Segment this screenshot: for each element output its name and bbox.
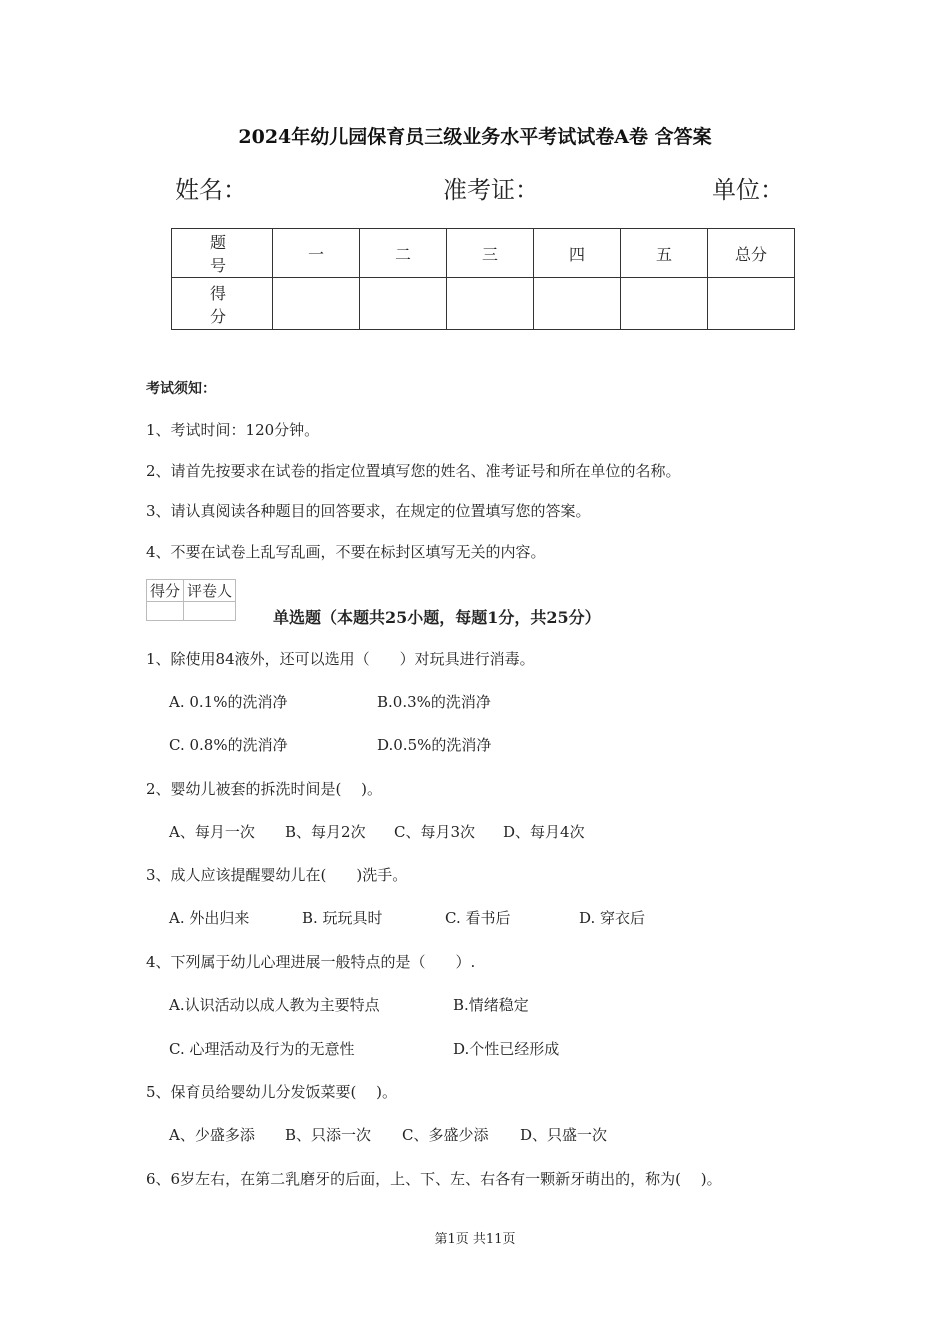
question-option[interactable]: C. 心理活动及行为的无意性 bbox=[169, 1040, 355, 1058]
column-header: 三 bbox=[447, 229, 534, 278]
grader-box bbox=[146, 579, 236, 621]
question-option[interactable]: A. 外出归来 bbox=[169, 909, 250, 927]
unit-field-label: 单位： bbox=[712, 176, 784, 204]
notice-item: 4、不要在试卷上乱写乱画，不要在标封区填写无关的内容。 bbox=[146, 543, 546, 561]
score-cell[interactable] bbox=[621, 278, 708, 330]
score-cell[interactable] bbox=[360, 278, 447, 330]
question-option[interactable]: D. 穿衣后 bbox=[579, 909, 646, 927]
score-table-header-row bbox=[172, 229, 795, 278]
question-option[interactable]: C. 看书后 bbox=[445, 909, 511, 927]
question-option[interactable]: A、每月一次 bbox=[169, 823, 255, 841]
score-label: 得 分 bbox=[172, 278, 273, 330]
question-stem: 2、婴幼儿被套的拆洗时间是( )。 bbox=[146, 780, 383, 798]
question-option[interactable]: D、只盛一次 bbox=[520, 1126, 608, 1144]
question-option[interactable]: A. 0.1%的洗消净 bbox=[169, 693, 288, 711]
question-option[interactable]: C、多盛少添 bbox=[402, 1126, 489, 1144]
question-stem: 1、除使用84液外，还可以选用（ ）对玩具进行消毒。 bbox=[146, 650, 535, 668]
score-cell[interactable] bbox=[708, 278, 795, 330]
question-option[interactable]: C、每月3次 bbox=[394, 823, 476, 841]
column-header: 总分 bbox=[708, 229, 795, 278]
question-option[interactable]: B、每月2次 bbox=[285, 823, 366, 841]
question-stem: 6、6岁左右，在第二乳磨牙的后面，上、下、左、右各有一颗新牙萌出的，称为( )。 bbox=[146, 1170, 722, 1188]
score-table-score-row bbox=[172, 278, 795, 330]
question-option[interactable]: D、每月4次 bbox=[503, 823, 585, 841]
question-option[interactable]: D.0.5%的洗消净 bbox=[377, 736, 492, 754]
score-cell[interactable] bbox=[273, 278, 360, 330]
notice-item: 3、请认真阅读各种题目的回答要求，在规定的位置填写您的答案。 bbox=[146, 502, 591, 520]
page-title: 2024年幼儿园保育员三级业务水平考试试卷A卷 含答案 bbox=[238, 126, 712, 148]
column-header: 二 bbox=[360, 229, 447, 278]
grader-score-cell[interactable] bbox=[147, 602, 184, 621]
question-option[interactable]: B. 玩玩具时 bbox=[302, 909, 383, 927]
question-option[interactable]: B.0.3%的洗消净 bbox=[377, 693, 491, 711]
score-table bbox=[171, 228, 795, 330]
exam-number-field-label: 准考证： bbox=[443, 176, 539, 204]
notice-item: 1、考试时间：120分钟。 bbox=[146, 421, 320, 439]
score-cell[interactable] bbox=[447, 278, 534, 330]
question-stem: 3、成人应该提醒婴幼儿在( )洗手。 bbox=[146, 866, 408, 884]
question-option[interactable]: D.个性已经形成 bbox=[453, 1040, 560, 1058]
name-field-label: 姓名： bbox=[175, 176, 247, 204]
score-cell[interactable] bbox=[534, 278, 621, 330]
grader-name-cell[interactable] bbox=[184, 602, 236, 621]
question-option[interactable]: B.情绪稳定 bbox=[453, 996, 529, 1014]
question-option[interactable]: A、少盛多添 bbox=[169, 1126, 255, 1144]
page-footer: 第1页 共11页 bbox=[434, 1232, 516, 1247]
question-option[interactable]: B、只添一次 bbox=[285, 1126, 372, 1144]
question-number-label: 题 号 bbox=[172, 229, 273, 278]
column-header: 一 bbox=[273, 229, 360, 278]
column-header: 五 bbox=[621, 229, 708, 278]
grader-score-label: 得分 bbox=[147, 580, 184, 602]
column-header: 四 bbox=[534, 229, 621, 278]
notice-title: 考试须知： bbox=[146, 381, 216, 397]
question-option[interactable]: A.认识活动以成人教为主要特点 bbox=[169, 996, 380, 1014]
question-stem: 5、保育员给婴幼儿分发饭菜要( )。 bbox=[146, 1083, 398, 1101]
grader-name-label: 评卷人 bbox=[184, 580, 236, 602]
notice-item: 2、请首先按要求在试卷的指定位置填写您的姓名、准考证号和所在单位的名称。 bbox=[146, 462, 681, 480]
question-option[interactable]: C. 0.8%的洗消净 bbox=[169, 736, 288, 754]
section-title: 单选题（本题共25小题，每题1分，共25分） bbox=[273, 608, 601, 627]
question-stem: 4、下列属于幼儿心理进展一般特点的是（ ）. bbox=[146, 953, 476, 971]
